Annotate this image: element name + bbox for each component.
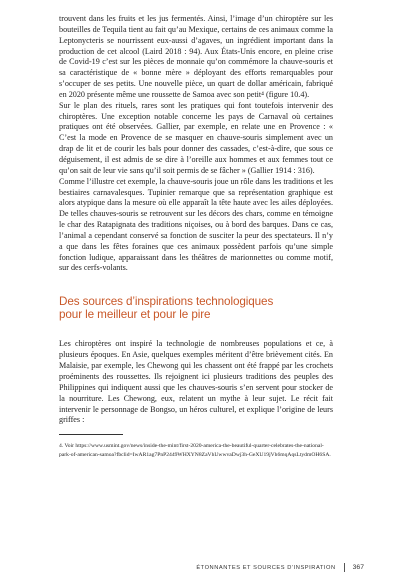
- section-heading: [59, 296, 333, 321]
- section-heading-line: pour le meilleur et pour le pire: [59, 307, 211, 321]
- section-heading-line: Des sources d’inspirations technologiques: [59, 295, 274, 309]
- body-text: [59, 14, 333, 274]
- footnote: 4. Voir https://www.usmint.gov/news/inside-the-mint/first-2020-america-the-beautiful-quarter-celebrates-the-national-park-of-american-samoa?fbclid=IwAR1ag7PnP2449WHXYN8ZaVhUwwvaDwj3h-GeXU19jVh6mqAqsLtydmOH6SA.: [59, 443, 331, 458]
- footnote-divider: [59, 434, 123, 435]
- page-number: 367: [352, 564, 364, 571]
- body-text: [59, 339, 333, 426]
- document-page: [59, 14, 333, 566]
- paragraph: Sur le plan des rituels, rares sont les pratiques qui font toutefois intervenir des chiroptères. Une exception notable concerne les pays de Carnaval où certaines pratiques ont été observées. Gallier, par exemple, en relate une en Provence : « C’est la mode en Provence de se masquer en chauve-souris simplement avec un drap de lit et de courir les bals pour donner des cassades, c’est-à-dire, que sous ce déguisement, il est admis de se dire à l’oreille aux hommes et aux femmes tout ce qu’on sait de leur vie sans qu’il soit permis de se fâcher » (Gallier 1914 : 316).: [59, 100, 333, 175]
- paragraph: Les chiroptères ont inspiré la technologie de nombreuses populations et ce, à plusieurs époques. En Asie, quelques exemples méritent d’être brièvement cités. En Malaisie, par exemple, les Chewong qui les chassent ont été frappé par les crochets proéminents des roussettes. Ils rejoignent ici plusieurs traditions des peuples des Philippines qui indiquent aussi que les chauves-souris s’en servent pour stocker de la nourriture. Les Chewong, eux, relatent un mythe à leur sujet. Le récit fait intervenir le personnage de Bongso, un héros culturel, et explique l’origine de leurs griffes :: [59, 339, 333, 425]
- page-footer: [170, 563, 364, 572]
- footer-title: ÉTONNANTES ET SOURCES D’INSPIRATION: [196, 564, 336, 571]
- footer-separator: [344, 563, 345, 572]
- paragraph: trouvent dans les fruits et les jus fermentés. Ainsi, l’image d’un chiroptère sur les bouteilles de Tequila tient au fait qu’au Mexique, certains de ces animaux comme la Leptonycteris se nourrissent eux-aussi d’agaves, un ingrédient important dans la production de cet alcool (Laird 2018 : 94). Aux États-Unis encore, en pleine crise de Covid-19 c’est sur les pièces de monnaie qu’on commémore la chauve-souris et sa caractéristique de « bonne mère » déployant des efforts remarquables pour s’occuper de ses petits. Une nouvelle pièce, un quart de dollar américain, fabriqué en 2020 présente même une roussette de Samoa avec son petit⁴ (figure 10.4).: [59, 14, 333, 99]
- paragraph: Comme l’illustre cet exemple, la chauve-souris joue un rôle dans les traditions et les bestiaires carnavalesques. Tupinier remarque que sa représentation graphique est alors atypique dans la mesure où elle apparaît la tête haute avec les ailes déployées. De telles chauves-souris se retrouvent sur les décors des chars, comme en témoigne le char des Ratapignata des traditions niçoises, ou à bord des barques. Dans ce cas, l’animal a cependant conservé sa fonction de susciter la peur des spectateurs. Il n’y a que dans les fêtes foraines que ces animaux possèdent parfois qu’une simple fonction ludique, apparaissant dans les théâtres de marionnettes ou comme motif, sur des cerfs-volants.: [59, 176, 333, 273]
